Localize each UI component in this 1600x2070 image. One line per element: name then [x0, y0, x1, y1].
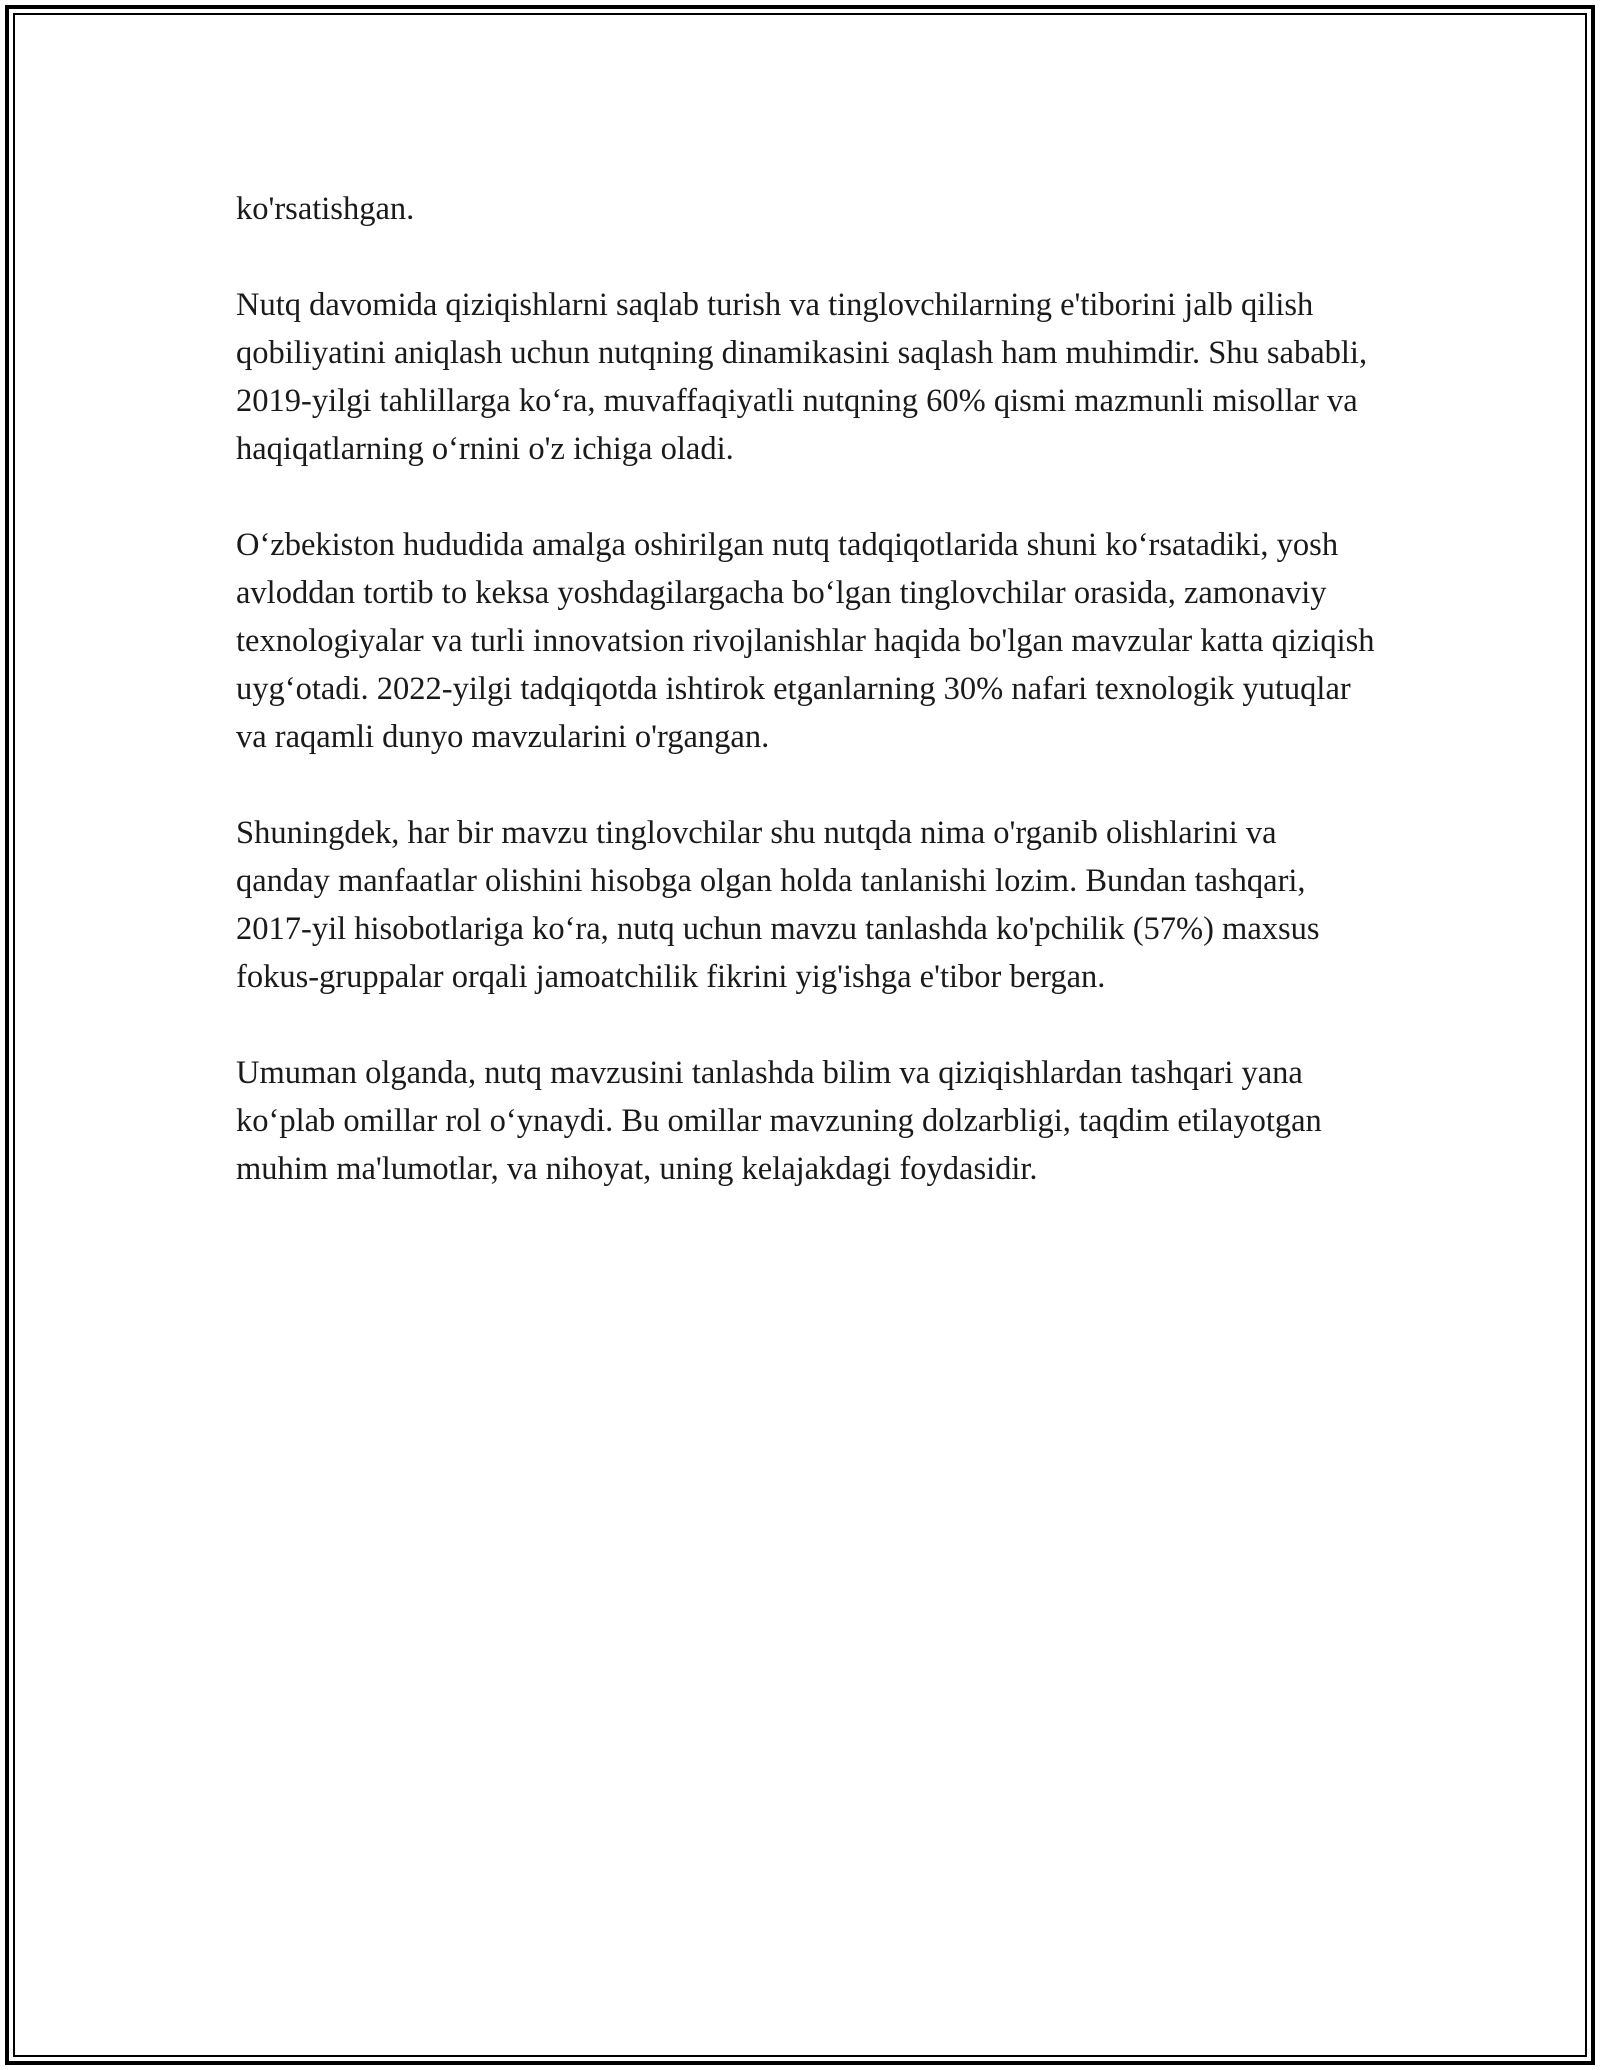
document-body [236, 185, 1376, 1193]
paragraph-continuation: ko'rsatishgan. [236, 191, 415, 227]
paragraph-topic-selection: Shuningdek, har bir mavzu tinglovchilar shu nutqda nima o'rganib olishlarini va qanday manfaatlar olishini hisobga olgan holda tanlanishi lozim. Bundan tashqari, 2017-yil hisobotlariga ko‘ra, nutq uchun mavzu tanlashda ko'pchilik (57%) maxsus fokus-gruppalar orqali jamoatchilik fikrini yig'ishga e'tibor bergan. [236, 815, 1320, 995]
paragraph-uzbekistan-research: O‘zbekiston hududida amalga oshirilgan nutq tadqiqotlarida shuni ko‘rsatadiki, yosh avloddan tortib to keksa yoshdagilargacha bo‘lgan tinglovchilar orasida, zamonaviy texnologiyalar va turli innovatsion rivojlanishlar haqida bo'lgan mavzular katta qiziqish uyg‘otadi. 2022-yilgi tadqiqotda ishtirok etganlarning 30% nafari texnologik yutuqlar va raqamli dunyo mavzularini o'rgangan. [236, 527, 1375, 755]
paragraph-speech-dynamics: Nutq davomida qiziqishlarni saqlab turish va tinglovchilarning e'tiborini jalb qilish qobiliyatini aniqlash uchun nutqning dinamikasini saqlash ham muhimdir. Shu sababli, 2019-yilgi tahlillarga ko‘ra, muvaffaqiyatli nutqning 60% qismi mazmunli misollar va haqiqatlarning o‘rnini o'z ichiga oladi. [236, 287, 1368, 467]
paragraph-conclusion: Umuman olganda, nutq mavzusini tanlashda bilim va qiziqishlardan tashqari yana ko‘plab omillar rol o‘ynaydi. Bu omillar mavzuning dolzarbligi, taqdim etilayotgan muhim ma'lumotlar, va nihoyat, uning kelajakdagi foydasidir. [236, 1055, 1322, 1187]
